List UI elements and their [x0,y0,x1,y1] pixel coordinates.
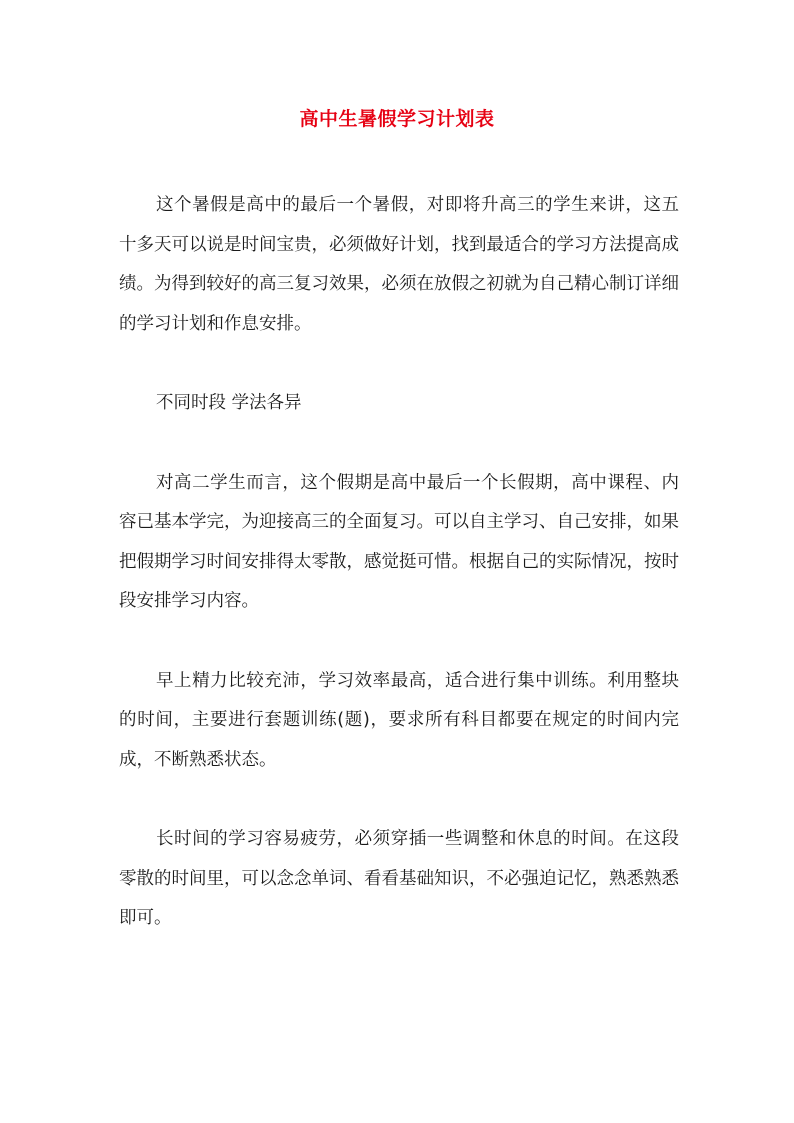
document-title: 高中生暑假学习计划表 [299,108,495,130]
section-heading: 不同时段 学法各异 [156,393,302,413]
document-body [119,186,679,939]
paragraph-intro: 这个暑假是高中的最后一个暑假，对即将升高三的学生来讲，这五十多天可以说是时间宝贵，必须做好计划，找到最适合的学习方法提高成绩。为得到较好的高三复习效果，必须在放假之初就为自己精心制订详细的学习计划和作息安排。 [119,195,679,334]
paragraph-morning: 早上精力比较充沛，学习效率最高，适合进行集中训练。利用整块的时间，主要进行套题训练(题)，要求所有科目都要在规定的时间内完成，不断熟悉状态。 [119,670,679,770]
paragraph-arrangement: 对高二学生而言，这个假期是高中最后一个长假期，高中课程、内容已基本学完，为迎接高三的全面复习。可以自主学习、自己安排，如果把假期学习时间安排得太零散，感觉挺可惜。根据自己的实际情况，按时段安排学习内容。 [119,472,679,611]
paragraph-breaks: 长时间的学习容易疲劳，必须穿插一些调整和休息的时间。在这段零散的时间里，可以念念单词、看看基础知识，不必强迫记忆，熟悉熟悉即可。 [119,829,679,928]
